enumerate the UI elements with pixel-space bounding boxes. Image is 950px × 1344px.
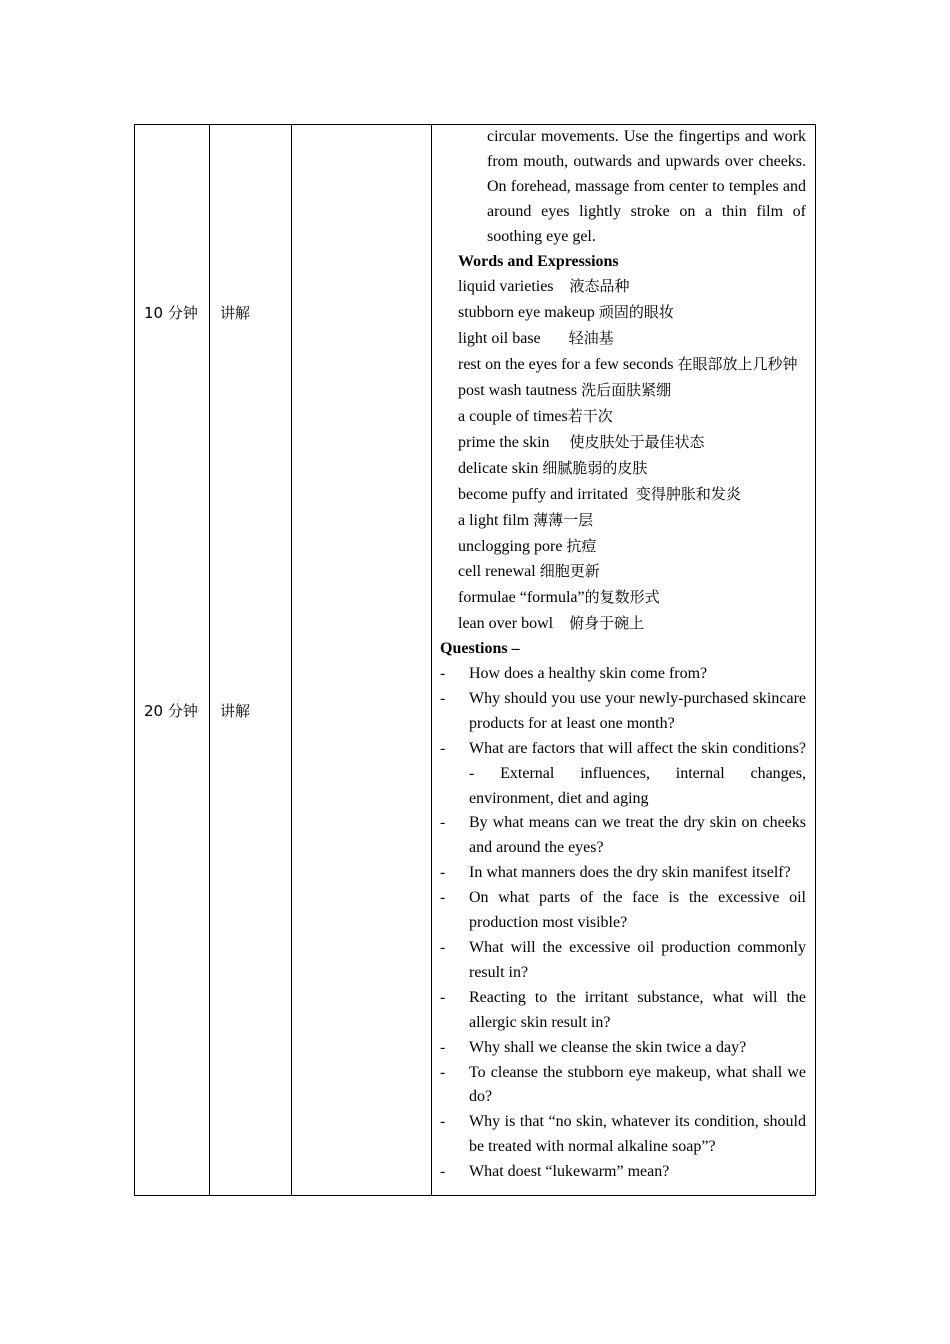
- question-item: [432, 737, 806, 812]
- content-cell: [432, 125, 806, 1185]
- word-english: formulae “formula”: [458, 589, 585, 607]
- word-english: rest on the eyes for a few seconds: [458, 356, 674, 374]
- word-expression-item: [432, 352, 806, 378]
- question-text: On what parts of the face is the excessive oil production most visible?: [469, 889, 806, 932]
- lesson-plan-table: [134, 124, 816, 1196]
- question-bullet: -: [440, 864, 446, 882]
- question-bullet: -: [440, 988, 446, 1006]
- question-bullet: -: [440, 689, 446, 707]
- question-text: Why should you use your newly-purchased skincare products for at least one month?: [469, 689, 806, 732]
- word-expression-item: [432, 456, 806, 482]
- word-english: lean over bowl: [458, 615, 554, 633]
- question-text: Reacting to the irritant substance, what will the allergic skin result in?: [469, 988, 806, 1031]
- word-english: liquid varieties: [458, 278, 554, 296]
- question-item: [432, 811, 806, 861]
- question-item: [432, 687, 806, 737]
- word-expression-item: [432, 611, 806, 637]
- word-chinese: 俯身于碗上: [569, 614, 645, 633]
- word-chinese: 顽固的眼妆: [598, 303, 674, 322]
- word-expression-item: [432, 430, 806, 456]
- question-text: What doest “lukewarm” mean?: [469, 1163, 670, 1181]
- words-heading: Words and Expressions: [458, 252, 619, 270]
- word-expression-item: [432, 559, 806, 585]
- word-chinese: 的复数形式: [584, 588, 660, 607]
- word-english: light oil base: [458, 330, 541, 348]
- word-separator: [550, 434, 570, 451]
- question-bullet: -: [440, 739, 446, 757]
- question-item: [432, 886, 806, 936]
- question-bullet: -: [440, 814, 446, 832]
- question-text: How does a healthy skin come from?: [469, 665, 708, 683]
- word-chinese: 细胞更新: [539, 562, 600, 581]
- word-chinese: 若干次: [567, 406, 613, 425]
- word-expression-item: [432, 300, 806, 326]
- question-bullet: -: [440, 1063, 446, 1081]
- word-english: post wash tautness: [458, 382, 578, 400]
- question-bullet: -: [440, 889, 446, 907]
- question-text: Why shall we cleanse the skin twice a day?: [469, 1038, 747, 1056]
- paragraph-line: work from mouth, outwards and upwards over: [487, 128, 807, 170]
- question-bullet: -: [440, 1163, 446, 1181]
- word-chinese: 使皮肤处于最佳状态: [569, 432, 705, 451]
- word-expression-item: [432, 508, 806, 534]
- word-chinese: 轻油基: [568, 329, 614, 348]
- questions-heading: Questions –: [440, 640, 520, 658]
- question-text: In what manners does the dry skin manifest itself?: [469, 864, 791, 882]
- question-text: To cleanse the stubborn eye makeup, what shall we do?: [469, 1063, 806, 1106]
- question-text: What will the excessive oil production commonly result in?: [469, 939, 806, 981]
- word-expression-item: [432, 326, 806, 352]
- word-chinese: 在眼部放上几秒钟: [677, 355, 798, 374]
- question-bullet: -: [440, 665, 446, 683]
- question-bullet: -: [440, 1038, 446, 1056]
- word-english: a couple of times: [458, 407, 568, 425]
- word-chinese: 细腻脆弱的皮肤: [542, 458, 648, 477]
- question-item: [432, 936, 806, 986]
- question-item: [432, 1160, 806, 1185]
- paragraph-line: thin film of soothing eye gel.: [487, 202, 807, 245]
- word-separator: [554, 278, 570, 295]
- word-expression-item: [432, 274, 806, 300]
- word-english: stubborn eye makeup: [458, 304, 595, 322]
- activity-cell-2: 讲解: [220, 702, 251, 720]
- word-separator: [628, 486, 636, 503]
- paragraph-line: circular movements. Use the fingertips and: [487, 128, 769, 145]
- question-item: [432, 662, 806, 687]
- word-english: prime the skin: [458, 433, 550, 451]
- word-separator: [553, 615, 569, 632]
- question-item: [432, 1110, 806, 1160]
- question-item: [432, 986, 806, 1036]
- word-expression-item: [432, 482, 806, 508]
- word-expression-item: [432, 404, 806, 430]
- word-expression-item: [432, 534, 806, 560]
- activity-cell-1: 讲解: [220, 304, 251, 322]
- question-item: [432, 1061, 806, 1111]
- word-chinese: 抗痘: [566, 536, 597, 555]
- word-chinese: 液态品种: [569, 277, 630, 296]
- question-text: What are factors that will affect the skin conditions? - External influences, internal changes, environment, diet and aging: [469, 739, 806, 807]
- words-list: [432, 274, 806, 637]
- question-item: [432, 861, 806, 886]
- paragraph-line: temples and around eyes lightly stroke on a: [487, 177, 807, 220]
- word-english: unclogging pore: [458, 537, 563, 555]
- question-bullet: -: [440, 939, 446, 956]
- word-chinese: 洗后面肤紧绷: [581, 381, 672, 400]
- word-chinese: 薄薄一层: [533, 510, 594, 529]
- column-divider: [209, 125, 210, 1195]
- question-text: Why is that “no skin, whatever its condition, should be treated with normal alkaline soap”?: [469, 1113, 806, 1156]
- instruction-paragraph: [432, 125, 806, 250]
- question-text: By what means can we treat the dry skin on cheeks and around the eyes?: [469, 814, 806, 857]
- word-english: a light film: [458, 511, 530, 529]
- column-divider: [291, 125, 292, 1195]
- questions-list: [432, 662, 806, 1185]
- word-english: cell renewal: [458, 563, 536, 581]
- word-expression-item: [432, 585, 806, 611]
- word-separator: [541, 330, 569, 347]
- word-expression-item: [432, 378, 806, 404]
- word-english: become puffy and irritated: [458, 485, 628, 503]
- word-english: delicate skin: [458, 459, 539, 477]
- question-item: [432, 1036, 806, 1061]
- paragraph-line: cheeks. On forehead, massage from center to: [487, 152, 807, 195]
- time-cell-1: 10 分钟: [144, 304, 198, 322]
- question-bullet: -: [440, 1113, 446, 1131]
- time-cell-2: 20 分钟: [144, 702, 198, 720]
- word-chinese: 变得肿胀和发炎: [635, 484, 741, 503]
